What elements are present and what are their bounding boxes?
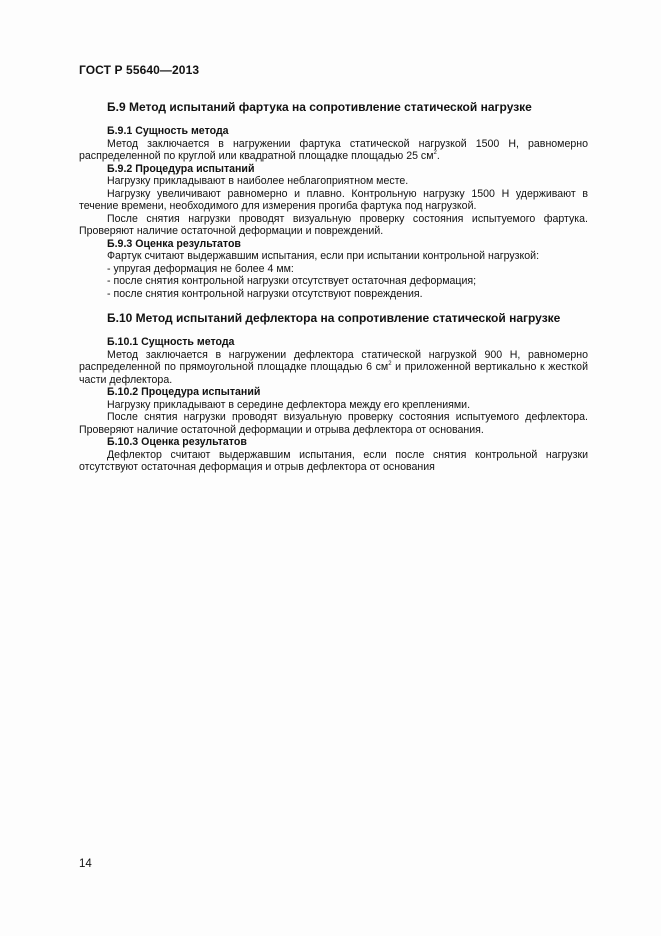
text: . — [436, 150, 440, 162]
paragraph-b10-1 — [79, 349, 588, 387]
section-b9-title: Б.9 Метод испытаний фартука на сопротивление статической нагрузке — [107, 100, 532, 114]
paragraph-b10-3-1: Дефлектор считают выдержавшим испытания, если после снятия контрольной нагрузки отсутствуют остаточная деформация и отрыв дефлектора от основания — [79, 448, 588, 473]
paragraph-b9-2-1: Нагрузку прикладывают в наиболее неблагоприятном месте. — [107, 175, 409, 187]
document-header-standard: ГОСТ Р 55640—2013 — [79, 63, 200, 77]
document-body — [79, 100, 588, 474]
text: и приложенной вертикально к жесткой части дефлектора. — [79, 361, 588, 386]
superscript: 2 — [388, 361, 392, 367]
subsection-b10-1-title: Б.10.1 Сущность метода — [107, 336, 235, 348]
paragraph-b9-2-3: После снятия нагрузки проводят визуальную проверку состояния испытуемого фартука. Проверяют наличие остаточной деформации и повреждений. — [79, 212, 588, 237]
subsection-b9-1-title: Б.9.1 Сущность метода — [107, 125, 229, 137]
section-b10-title: Б.10 Метод испытаний дефлектора на сопротивление статической нагрузке — [107, 311, 561, 325]
subsection-b9-2-title: Б.9.2 Процедура испытаний — [107, 162, 255, 175]
superscript: 2 — [433, 150, 437, 156]
text: Метод заключается в нагружении дефлектора статической нагрузкой 900 Н, равномерно распределенной по прямоугольной площадке площадью 6 см — [79, 348, 588, 373]
paragraph-b10-2-2: После снятия нагрузки проводят визуальную проверку состояния испытуемого дефлектора. Проверяют наличие остаточной деформации и отрыва дефлектора от основания. — [79, 411, 588, 436]
paragraph-b9-2-2: Нагрузку увеличивают равномерно и плавно. Контрольную нагрузку 1500 Н удерживают в течение времени, необходимого для измерения прогиба фартука под нагрузкой. — [79, 187, 588, 212]
subsection-b9-3-title: Б.9.3 Оценка результатов — [107, 237, 241, 250]
paragraph-b9-1 — [79, 138, 588, 163]
list-item: - после снятия контрольной нагрузки отсутствуют повреждения. — [107, 287, 423, 300]
text: Метод заключается в нагружении фартука статической нагрузкой 1500 Н, равномерно распределенной по круглой или квадратной площадке площадью 25 см — [79, 137, 588, 162]
list-item: - упругая деформация не более 4 мм: — [107, 262, 294, 275]
paragraph-b10-2-1: Нагрузку прикладывают в середине дефлектора между его креплениями. — [107, 398, 471, 411]
subsection-b10-2-title: Б.10.2 Процедура испытаний — [107, 386, 261, 398]
paragraph-b9-3-1: Фартук считают выдержавшим испытания, если при испытании контрольной нагрузкой: — [107, 250, 540, 262]
list-item: - после снятия контрольной нагрузки отсутствует остаточная деформация; — [107, 275, 477, 287]
page-number: 14 — [79, 858, 92, 870]
subsection-b10-3-title: Б.10.3 Оценка результатов — [107, 436, 247, 448]
